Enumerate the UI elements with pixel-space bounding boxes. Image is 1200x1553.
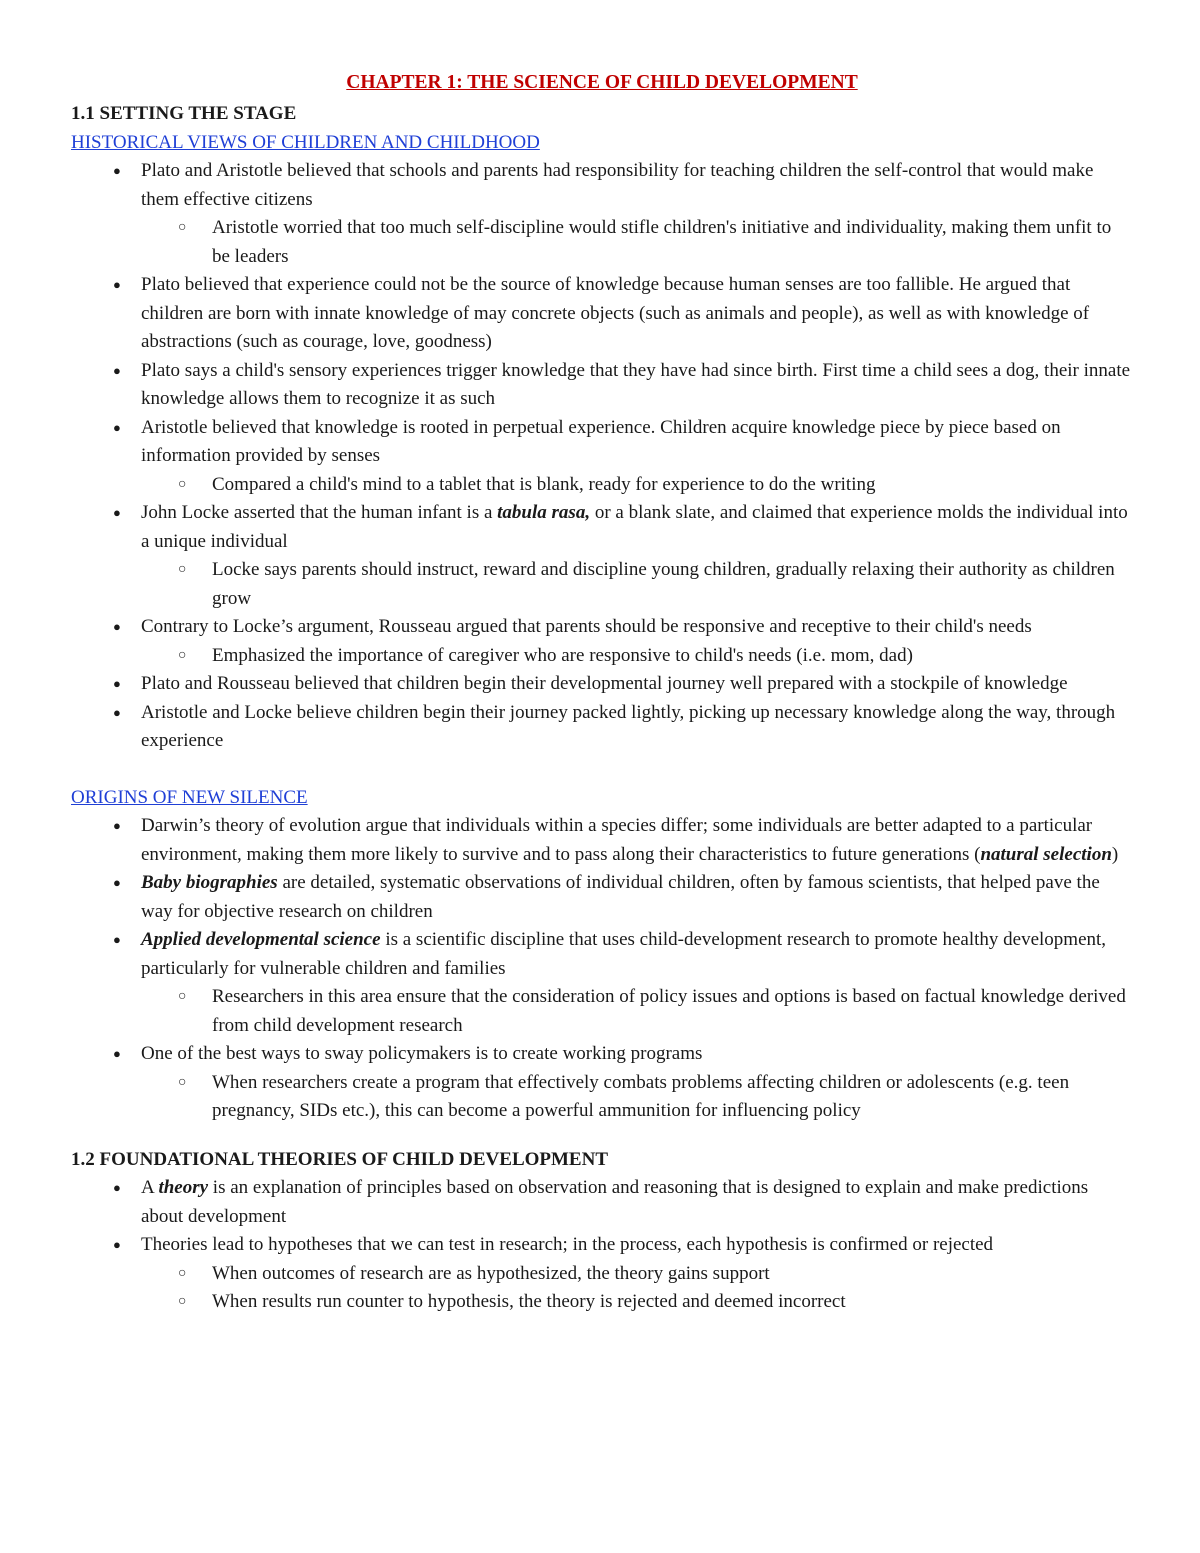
- hollow-bullet-icon: ○: [178, 220, 187, 235]
- list-item: [113, 271, 1133, 357]
- key-term: tabula rasa,: [497, 502, 591, 523]
- list-item-text: Plato and Aristotle believed that schools and parents had responsibility for teaching children the self-control that would make them effective citizens: [141, 160, 1094, 210]
- list-item-text-end: ): [1111, 843, 1119, 865]
- bullet-icon: ●: [113, 932, 121, 947]
- hollow-bullet-icon: ○: [178, 562, 187, 577]
- bullet-icon: ●: [113, 875, 121, 890]
- hollow-bullet-icon: ○: [178, 1265, 187, 1281]
- list-item: [178, 1288, 1133, 1317]
- bullet-icon: ●: [113, 704, 121, 720]
- list-item-text: Aristotle and Locke believe children begin their journey packed lightly, picking up necessary knowledge along the way, through experience: [141, 701, 1116, 751]
- list-item-text-end: is a scientific discipline that uses child-development research to promote healthy development, particularly for vulnerable children and families: [141, 929, 1107, 979]
- list-item-text-start: John Locke asserted that the human infant is a: [141, 502, 498, 523]
- hollow-bullet-icon: ○: [178, 476, 187, 492]
- list-item: [178, 983, 1133, 1040]
- bullet-icon: ●: [113, 163, 121, 178]
- hollow-bullet-icon: ○: [178, 989, 187, 1004]
- section-heading-1-2: 1.2 FOUNDATIONAL THEORIES OF CHILD DEVELOPMENT: [71, 1148, 609, 1170]
- key-term: theory: [158, 1177, 209, 1198]
- list-item-text-end: or a blank slate, and claimed that experience molds the individual into a unique individual: [141, 502, 1128, 552]
- list-item-text: Emphasized the importance of caregiver who are responsive to child's needs (i.e. mom, dad): [212, 644, 913, 666]
- key-term: natural selection: [980, 843, 1112, 865]
- bullet-icon: ●: [113, 362, 121, 378]
- bullet-icon: ●: [113, 1046, 121, 1061]
- list-item: [113, 699, 1133, 756]
- list-item: [178, 214, 1133, 271]
- list-item: [178, 1069, 1133, 1126]
- list-item: [113, 926, 1133, 1040]
- list-item-text: Locke says parents should instruct, reward and discipline young children, gradually relaxing their authority as children grow: [212, 559, 1115, 609]
- list-item-text: Aristotle believed that knowledge is rooted in perpetual experience. Children acquire knowledge piece by piece based on information provided by senses: [141, 416, 1061, 466]
- list-item-text: Researchers in this area ensure that the consideration of policy issues and options is based on factual knowledge derived from child development research: [212, 986, 1126, 1036]
- list-item-text: Contrary to Locke’s argument, Rousseau argued that parents should be responsive and receptive to their child's needs: [141, 616, 1032, 637]
- list-item-text: Compared a child's mind to a tablet that is blank, ready for experience to do the writing: [212, 473, 876, 495]
- bullet-icon: ●: [113, 419, 121, 435]
- list-item: [113, 613, 1133, 670]
- historical-views-link[interactable]: HISTORICAL VIEWS OF CHILDREN AND CHILDHOOD: [71, 131, 540, 153]
- bullet-icon: ●: [113, 619, 121, 634]
- list-item-text: Aristotle worried that too much self-discipline would stifle children's initiative and individuality, making them unfit to be leaders: [212, 217, 1112, 267]
- bullet-icon: ●: [113, 1180, 121, 1195]
- hollow-bullet-icon: ○: [178, 1294, 187, 1309]
- bullet-icon: ●: [113, 818, 121, 833]
- list-item-text-start: A: [141, 1177, 159, 1198]
- origins-list: [71, 812, 1133, 1126]
- list-item: [113, 670, 1133, 699]
- origins-link[interactable]: ORIGINS OF NEW SILENCE: [71, 786, 308, 808]
- list-item-text-end: are detailed, systematic observations of individual children, often by famous scientists, that helped pave the way for objective research on children: [141, 872, 1100, 922]
- list-item-text: Plato and Rousseau believed that children begin their developmental journey well prepared with a stockpile of knowledge: [141, 673, 1068, 694]
- spacer: [71, 756, 1133, 784]
- list-item-text-end: is an explanation of principles based on observation and reasoning that is designed to explain and make predictions about development: [141, 1177, 1089, 1227]
- bullet-icon: ●: [113, 505, 121, 520]
- list-item: [113, 1231, 1133, 1317]
- list-item: [113, 1040, 1133, 1126]
- list-item: [113, 869, 1133, 926]
- list-item-text: Plato says a child's sensory experiences trigger knowledge that they have had since birth. First time a child sees a dog, their innate knowledge allows them to recognize it as such: [141, 359, 1131, 409]
- bullet-icon: ●: [113, 1237, 121, 1252]
- list-item-text: One of the best ways to sway policymakers is to create working programs: [141, 1043, 703, 1064]
- hollow-bullet-icon: ○: [178, 647, 187, 663]
- section-heading-1-1: 1.1 SETTING THE STAGE: [71, 103, 297, 124]
- foundational-theories-list: [71, 1174, 1133, 1317]
- list-item: [178, 471, 1133, 500]
- list-item: [113, 812, 1133, 869]
- document-page: [71, 68, 1133, 1317]
- list-item-text: Theories lead to hypotheses that we can test in research; in the process, each hypothesis is confirmed or rejected: [141, 1234, 994, 1255]
- list-item: [113, 157, 1133, 271]
- list-item-text-start: Darwin’s theory of evolution argue that individuals within a species differ; some individuals are better adapted to a particular environment, making them more likely to survive and to pass along their characteristics to future generations (: [141, 815, 1093, 865]
- key-term: Applied developmental science: [141, 929, 381, 950]
- key-term: Baby biographies: [141, 872, 278, 893]
- list-item: [113, 1174, 1133, 1231]
- list-item-text: Plato believed that experience could not be the source of knowledge because human senses are too fallible. He argued that children are born with innate knowledge of may concrete objects (such as animals and people), as well as with knowledge of abstractions (such as courage, love, goodness): [141, 274, 1090, 352]
- chapter-title: CHAPTER 1: THE SCIENCE OF CHILD DEVELOPMENT: [346, 72, 858, 93]
- hollow-bullet-icon: ○: [178, 1074, 187, 1090]
- list-item: [113, 414, 1133, 500]
- list-item: [113, 499, 1133, 613]
- list-item-text: When outcomes of research are as hypothesized, the theory gains support: [212, 1262, 770, 1284]
- list-item-text: When researchers create a program that effectively combats problems affecting children or adolescents (e.g. teen pregnancy, SIDs etc.), this can become a powerful ammunition for influencing policy: [212, 1071, 1070, 1121]
- list-item-text: When results run counter to hypothesis, the theory is rejected and deemed incorrect: [212, 1291, 846, 1312]
- historical-views-list: [71, 157, 1133, 756]
- list-item: [178, 556, 1133, 613]
- list-item: [178, 1260, 1133, 1289]
- bullet-icon: ●: [113, 676, 121, 691]
- spacer: [71, 1126, 1133, 1146]
- list-item: [113, 357, 1133, 414]
- list-item: [178, 642, 1133, 671]
- bullet-icon: ●: [113, 277, 121, 292]
